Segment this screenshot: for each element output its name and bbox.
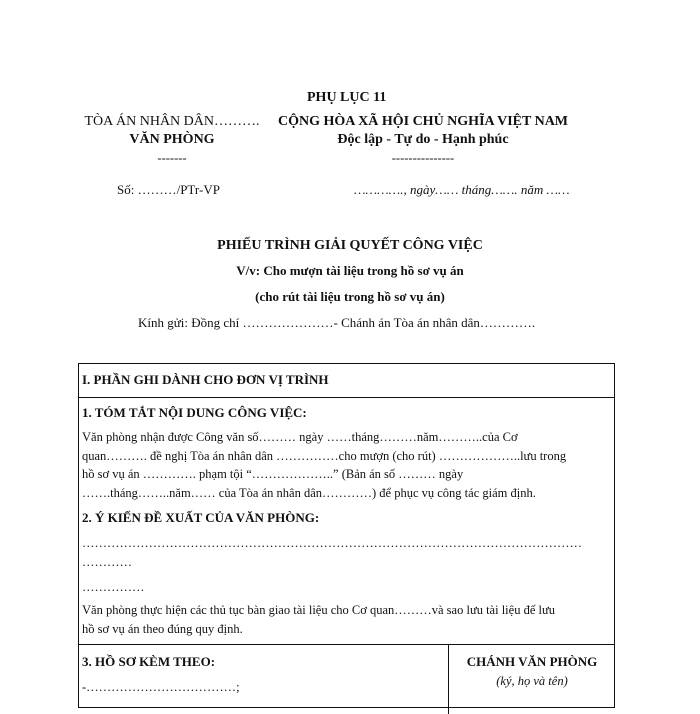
proposal-line: …………… bbox=[82, 580, 145, 594]
recipient-line: Kính gửi: Đồng chí …………………- Chánh án Tòa án nhân dân…………. bbox=[138, 315, 536, 330]
section-header: I. PHẦN GHI DÀNH CHO ĐƠN VỊ TRÌNH bbox=[82, 372, 329, 387]
office-name: VĂN PHÒNG bbox=[129, 132, 215, 147]
proposal-line: hồ sơ vụ án theo đúng quy định. bbox=[82, 622, 243, 636]
signature-title: CHÁNH VĂN PHÒNG bbox=[466, 654, 598, 669]
summary-heading: 1. TÓM TẮT NỘI DUNG CÔNG VIỆC: bbox=[82, 405, 307, 420]
attachments-heading: 3. HỒ SƠ KÈM THEO: bbox=[82, 654, 216, 669]
summary-line: hồ sơ vụ án …………. phạm tội “………………..” (Bản án số ……… ngày bbox=[82, 467, 464, 481]
document-subject: V/v: Cho mượn tài liệu trong hồ sơ vụ án bbox=[236, 263, 464, 278]
summary-line: Văn phòng nhận được Công văn số……… ngày ……tháng………năm………..của Cơ bbox=[82, 430, 518, 444]
document-number: Số: ………/PTr-VP bbox=[117, 182, 220, 197]
subject-note: (cho rút tài liệu trong hồ sơ vụ án) bbox=[255, 289, 445, 304]
right-header-dash: --------------- bbox=[391, 151, 455, 165]
proposal-line: Văn phòng thực hiện các thủ tục bàn giao tài liệu cho Cơ quan………và sao lưu tài liệu để lưu bbox=[82, 603, 555, 617]
table-divider bbox=[78, 644, 615, 645]
summary-line: …….tháng……..năm…… của Tòa án nhân dân…………) để phục vụ công tác giám định. bbox=[82, 486, 536, 500]
proposal-heading: 2. Ý KIẾN ĐỀ XUẤT CỦA VĂN PHÒNG: bbox=[82, 510, 320, 525]
summary-line: quan………. đề nghị Tòa án nhân dân ……………cho mượn (cho rút) ………………..lưu trong bbox=[82, 449, 567, 463]
signature-note: (ký, họ và tên) bbox=[496, 674, 568, 688]
court-name: TÒA ÁN NHÂN DÂN………. bbox=[84, 114, 260, 129]
left-header-dash: ------- bbox=[157, 151, 187, 165]
date-line: …………., ngày…… tháng……. năm …… bbox=[354, 182, 570, 197]
nation-name: CỘNG HÒA XÃ HỘI CHỦ NGHĨA VIỆT NAM bbox=[278, 114, 569, 129]
table-divider bbox=[78, 397, 615, 398]
proposal-line: ………… bbox=[82, 555, 132, 569]
appendix-label: PHỤ LỤC 11 bbox=[307, 90, 387, 105]
attachment-line: -………………………………; bbox=[82, 680, 240, 694]
document-title: PHIẾU TRÌNH GIẢI QUYẾT CÔNG VIỆC bbox=[217, 238, 483, 253]
national-motto: Độc lập - Tự do - Hạnh phúc bbox=[337, 132, 509, 147]
proposal-line: ………………………………………………………………………………………………………… bbox=[82, 536, 582, 550]
